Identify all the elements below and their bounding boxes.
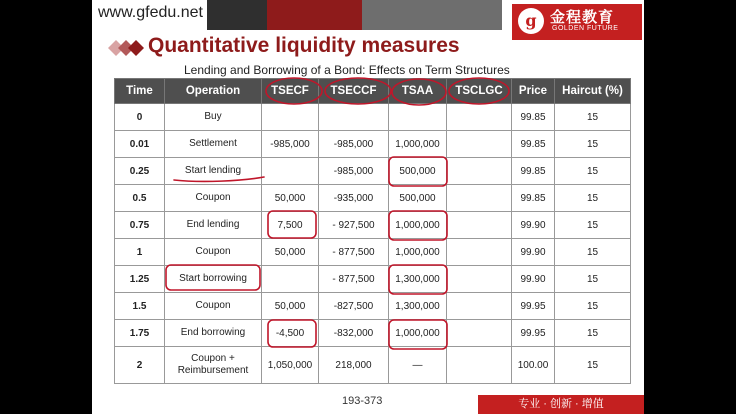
tsecf-cell: -985,000: [262, 131, 319, 158]
tsecf-cell: 50,000: [262, 239, 319, 266]
price-cell: 99.85: [512, 158, 555, 185]
tsecf-cell: [262, 158, 319, 185]
tsecf-cell: -4,500: [262, 320, 319, 347]
table-row: [115, 212, 631, 239]
haircut-cell: 15: [555, 320, 631, 347]
time-cell: 2: [115, 347, 165, 384]
logo-mark-icon: g: [518, 8, 544, 34]
tsaa-cell: 500,000: [389, 185, 447, 212]
operation-cell: End borrowing: [165, 320, 262, 347]
haircut-cell: 15: [555, 266, 631, 293]
column-header: TSCLGC: [447, 79, 512, 104]
price-cell: 99.95: [512, 320, 555, 347]
tsaa-cell: —: [389, 347, 447, 384]
tseccf-cell: - 877,500: [319, 266, 389, 293]
table-row: [115, 158, 631, 185]
tseccf-cell: -985,000: [319, 158, 389, 185]
header-decoration: [267, 0, 362, 30]
tseccf-cell: - 927,500: [319, 212, 389, 239]
term-structure-table: [114, 78, 631, 384]
table-row: [115, 185, 631, 212]
tsecf-cell: 50,000: [262, 293, 319, 320]
tsaa-cell: 1,300,000: [389, 266, 447, 293]
operation-cell: Buy: [165, 104, 262, 131]
table-row: [115, 239, 631, 266]
column-header: TSECCF: [319, 79, 389, 104]
time-cell: 0.75: [115, 212, 165, 239]
table-header-row: [115, 79, 631, 104]
time-cell: 1.75: [115, 320, 165, 347]
column-header: TSAA: [389, 79, 447, 104]
price-cell: 99.90: [512, 212, 555, 239]
operation-cell: Coupon: [165, 293, 262, 320]
tsclgc-cell: [447, 131, 512, 158]
operation-cell: End lending: [165, 212, 262, 239]
price-cell: 100.00: [512, 347, 555, 384]
haircut-cell: 15: [555, 293, 631, 320]
haircut-cell: 15: [555, 131, 631, 158]
table-row: [115, 320, 631, 347]
tseccf-cell: [319, 104, 389, 131]
tsaa-cell: 1,000,000: [389, 131, 447, 158]
price-cell: 99.85: [512, 131, 555, 158]
operation-cell: Start borrowing: [165, 266, 262, 293]
time-cell: 1: [115, 239, 165, 266]
tsclgc-cell: [447, 104, 512, 131]
tsecf-cell: [262, 266, 319, 293]
site-url: www.gfedu.net: [98, 4, 203, 21]
header-decoration: [362, 0, 502, 30]
header-decoration: [207, 0, 267, 30]
price-cell: 99.90: [512, 239, 555, 266]
tsecf-cell: 50,000: [262, 185, 319, 212]
tsclgc-cell: [447, 185, 512, 212]
column-header: Time: [115, 79, 165, 104]
table-row: [115, 104, 631, 131]
tsclgc-cell: [447, 266, 512, 293]
tseccf-cell: - 877,500: [319, 239, 389, 266]
tsecf-cell: 7,500: [262, 212, 319, 239]
tsclgc-cell: [447, 347, 512, 384]
tsaa-cell: 1,000,000: [389, 212, 447, 239]
time-cell: 1.5: [115, 293, 165, 320]
operation-cell: Coupon + Reimbursement: [165, 347, 262, 384]
tsclgc-cell: [447, 212, 512, 239]
brand-logo: [512, 4, 642, 40]
footer-slogan: 专业 · 创新 · 增值: [478, 395, 644, 414]
tseccf-cell: -985,000: [319, 131, 389, 158]
tsaa-cell: [389, 104, 447, 131]
page-number: 193-373: [342, 395, 383, 407]
haircut-cell: 15: [555, 185, 631, 212]
table-row: [115, 293, 631, 320]
tseccf-cell: -935,000: [319, 185, 389, 212]
tsclgc-cell: [447, 293, 512, 320]
operation-cell: Start lending: [165, 158, 262, 185]
tsclgc-cell: [447, 158, 512, 185]
tsaa-cell: 1,000,000: [389, 239, 447, 266]
table-caption: Lending and Borrowing of a Bond: Effects on Term Structures: [184, 63, 510, 77]
column-header: Operation: [165, 79, 262, 104]
title-diamond-icon: [106, 38, 146, 58]
operation-cell: Settlement: [165, 131, 262, 158]
price-cell: 99.90: [512, 266, 555, 293]
tsaa-cell: 500,000: [389, 158, 447, 185]
tseccf-cell: 218,000: [319, 347, 389, 384]
time-cell: 1.25: [115, 266, 165, 293]
price-cell: 99.85: [512, 104, 555, 131]
haircut-cell: 15: [555, 212, 631, 239]
table-row: [115, 131, 631, 158]
tsclgc-cell: [447, 239, 512, 266]
tsclgc-cell: [447, 320, 512, 347]
slide: [92, 0, 644, 414]
time-cell: 0.25: [115, 158, 165, 185]
tsecf-cell: 1,050,000: [262, 347, 319, 384]
time-cell: 0: [115, 104, 165, 131]
haircut-cell: 15: [555, 104, 631, 131]
tseccf-cell: -832,000: [319, 320, 389, 347]
haircut-cell: 15: [555, 158, 631, 185]
table-row: [115, 347, 631, 384]
column-header: Haircut (%): [555, 79, 631, 104]
haircut-cell: 15: [555, 239, 631, 266]
price-cell: 99.85: [512, 185, 555, 212]
slide-title: Quantitative liquidity measures: [148, 34, 460, 57]
logo-english-name: GOLDEN FUTURE: [552, 25, 619, 32]
time-cell: 0.01: [115, 131, 165, 158]
tsecf-cell: [262, 104, 319, 131]
tseccf-cell: -827,500: [319, 293, 389, 320]
haircut-cell: 15: [555, 347, 631, 384]
operation-cell: Coupon: [165, 239, 262, 266]
tsaa-cell: 1,000,000: [389, 320, 447, 347]
price-cell: 99.95: [512, 293, 555, 320]
tsaa-cell: 1,300,000: [389, 293, 447, 320]
column-header: Price: [512, 79, 555, 104]
operation-cell: Coupon: [165, 185, 262, 212]
column-header: TSECF: [262, 79, 319, 104]
logo-chinese-name: 金程教育: [550, 9, 615, 26]
time-cell: 0.5: [115, 185, 165, 212]
table-row: [115, 266, 631, 293]
